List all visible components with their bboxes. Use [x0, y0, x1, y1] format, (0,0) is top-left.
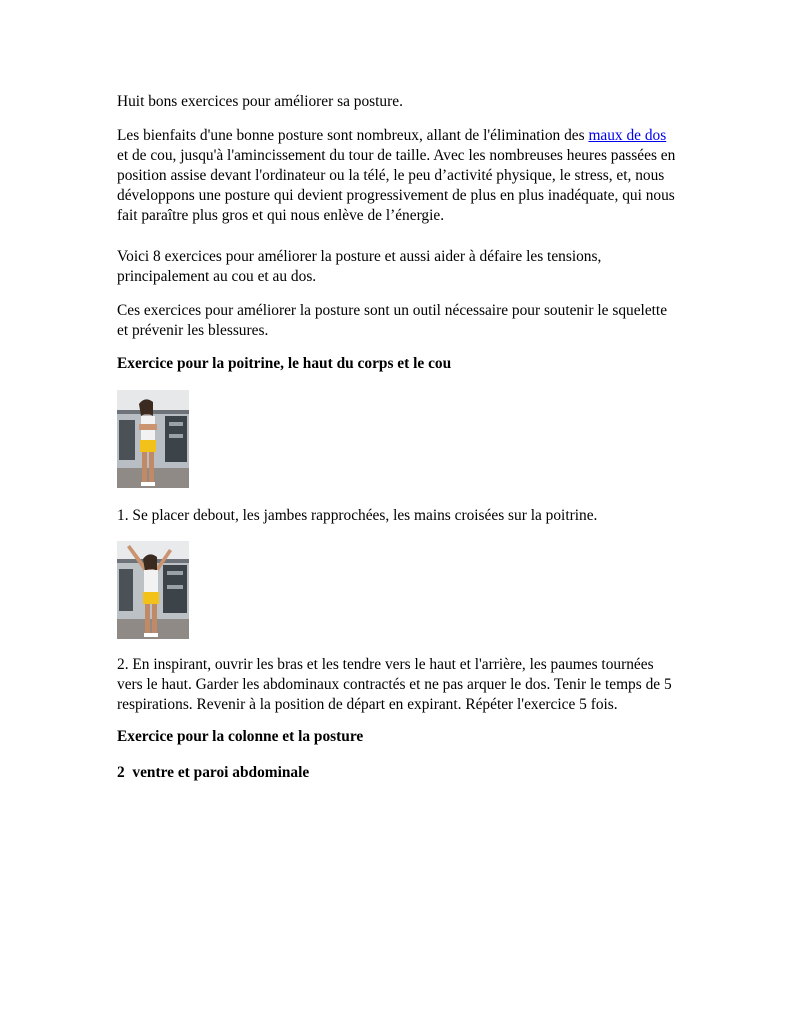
intro-text-end: et de cou, jusqu'à l'amincissement du tour de taille. Avec les nombreuses heures passées en position assise devant l'ordinateur ou la télé, le peu d’activité physique, le stress, et, nous développons une posture qui devient progressivement de plus en plus inadéquate, qui nous fait paraître plus gros et qui nous enlève de l’énergie.: [117, 147, 676, 224]
exercises-intro-paragraph: Voici 8 exercices pour améliorer la posture et aussi aider à défaire les tensions, principalement au cou et au dos.: [117, 248, 602, 285]
benefits-paragraph: Ces exercices pour améliorer la posture sont un outil nécessaire pour soutenir le squelette et prévenir les blessures.: [117, 302, 668, 339]
exercise-step-2: 2. En inspirant, ouvrir les bras et les tendre vers le haut et l'arrière, les paumes tournées vers le haut. Garder les abdominaux contractés et ne pas arquer le dos. Tenir le temps de 5 respirations. Revenir à la position de départ en expirant. Répéter l'exercice 5 fois.: [117, 656, 672, 713]
exercise-photo-arms-crossed: [117, 390, 189, 488]
intro-paragraph: [117, 126, 677, 226]
section-heading-spine: Exercice pour la colonne et la posture: [117, 728, 364, 745]
section-heading-chest: Exercice pour la poitrine, le haut du corps et le cou: [117, 355, 452, 372]
exercise-photo-arms-raised: [117, 541, 189, 639]
exercise-photo-arms-raised-image: [117, 541, 189, 639]
exercise-photo-arms-crossed-image: [117, 390, 189, 488]
exercise-step-1: 1. Se placer debout, les jambes rapprochées, les mains croisées sur la poitrine.: [117, 507, 598, 524]
document-title: Huit bons exercices pour améliorer sa posture.: [117, 93, 403, 110]
section-heading-abdominal: 2 ventre et paroi abdominale: [117, 764, 310, 781]
intro-text-start: Les bienfaits d'une bonne posture sont nombreux, allant de l'élimination des: [117, 127, 589, 144]
back-pain-link[interactable]: maux de dos: [588, 127, 667, 144]
